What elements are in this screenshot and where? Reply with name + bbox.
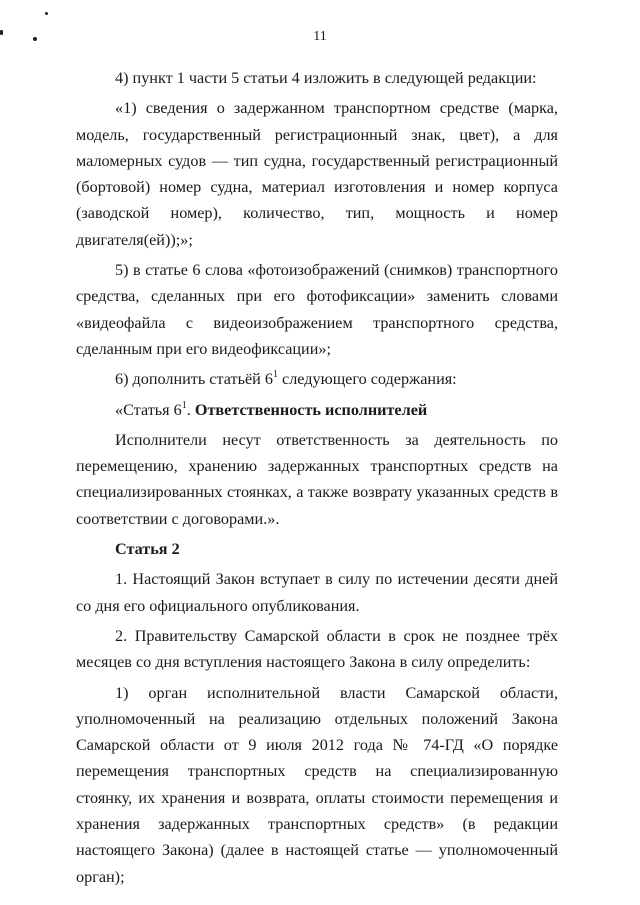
paragraph-article-6-1-text: Исполнители несут ответственность за деятельность по перемещению, хранению задержанных транспортных средств на специализированных стоянках, а также возврату указанных средств в соответствии с договорами.». (76, 430, 558, 528)
article-6-1-superscript: 1 (181, 399, 187, 411)
paragraph-article-2-part-1: 1. Настоящий Закон вступает в силу по истечении десяти дней со дня его официального опубликования. (76, 570, 558, 615)
paragraph-article-2-item-1: 1) орган исполнительной власти Самарской области, уполномоченный на реализацию отдельных положений Закона Самарской области от 9 июля 2012 года № 74-ГД «О порядке перемещения транспортных средств на специализированную стоянку, их хранения и возврата, оплаты стоимости перемещения и хранения задержанных транспортных средств» (в редакции настоящего Закона) (далее в настоящей статье — уполномоченный орган); (76, 683, 558, 886)
item-6-text-end: следующего содержания: (277, 370, 457, 389)
paragraph-article-2-part-2: 2. Правительству Самарской области в срок не позднее трёх месяцев со дня вступления настоящего Закона в силу определить: (76, 626, 558, 672)
article-6-1-title: Ответственность исполнителей (194, 400, 428, 419)
item-6-superscript: 1 (272, 369, 278, 381)
article-6-1-dot: . (186, 400, 195, 419)
article-6-1-heading (76, 397, 558, 423)
document-body (76, 65, 558, 890)
article-2-heading: Статья 2 (115, 540, 180, 559)
scan-dot-mark (45, 12, 48, 15)
item-6-text: 6) дополнить статьёй 6 (115, 370, 273, 389)
paragraph-quote-1: «1) сведения о задержанном транспортном средстве (марка, модель, государственный регистрационный знак, цвет), а для маломерных судов — тип судна, государственный регистрационный (бортовой) номер судна, материал изготовления и номер корпуса (заводской номер), количество, тип, мощность и номер двигателя(ей));»; (76, 99, 558, 249)
paragraph-item-4: 4) пункт 1 части 5 статьи 4 изложить в следующей редакции: (115, 69, 537, 87)
page-number: 11 (313, 29, 327, 44)
paragraph-item-6 (76, 366, 558, 392)
paragraph-item-5: 5) в статье 6 слова «фотоизображений (снимков) транспортного средства, сделанных при его фотофиксации» заменить словами «видеофайла с видеоизображением транспортного средства, сделанным при его видеофиксации»; (76, 261, 558, 358)
article-6-1-prefix: «Статья 6 (115, 400, 182, 419)
